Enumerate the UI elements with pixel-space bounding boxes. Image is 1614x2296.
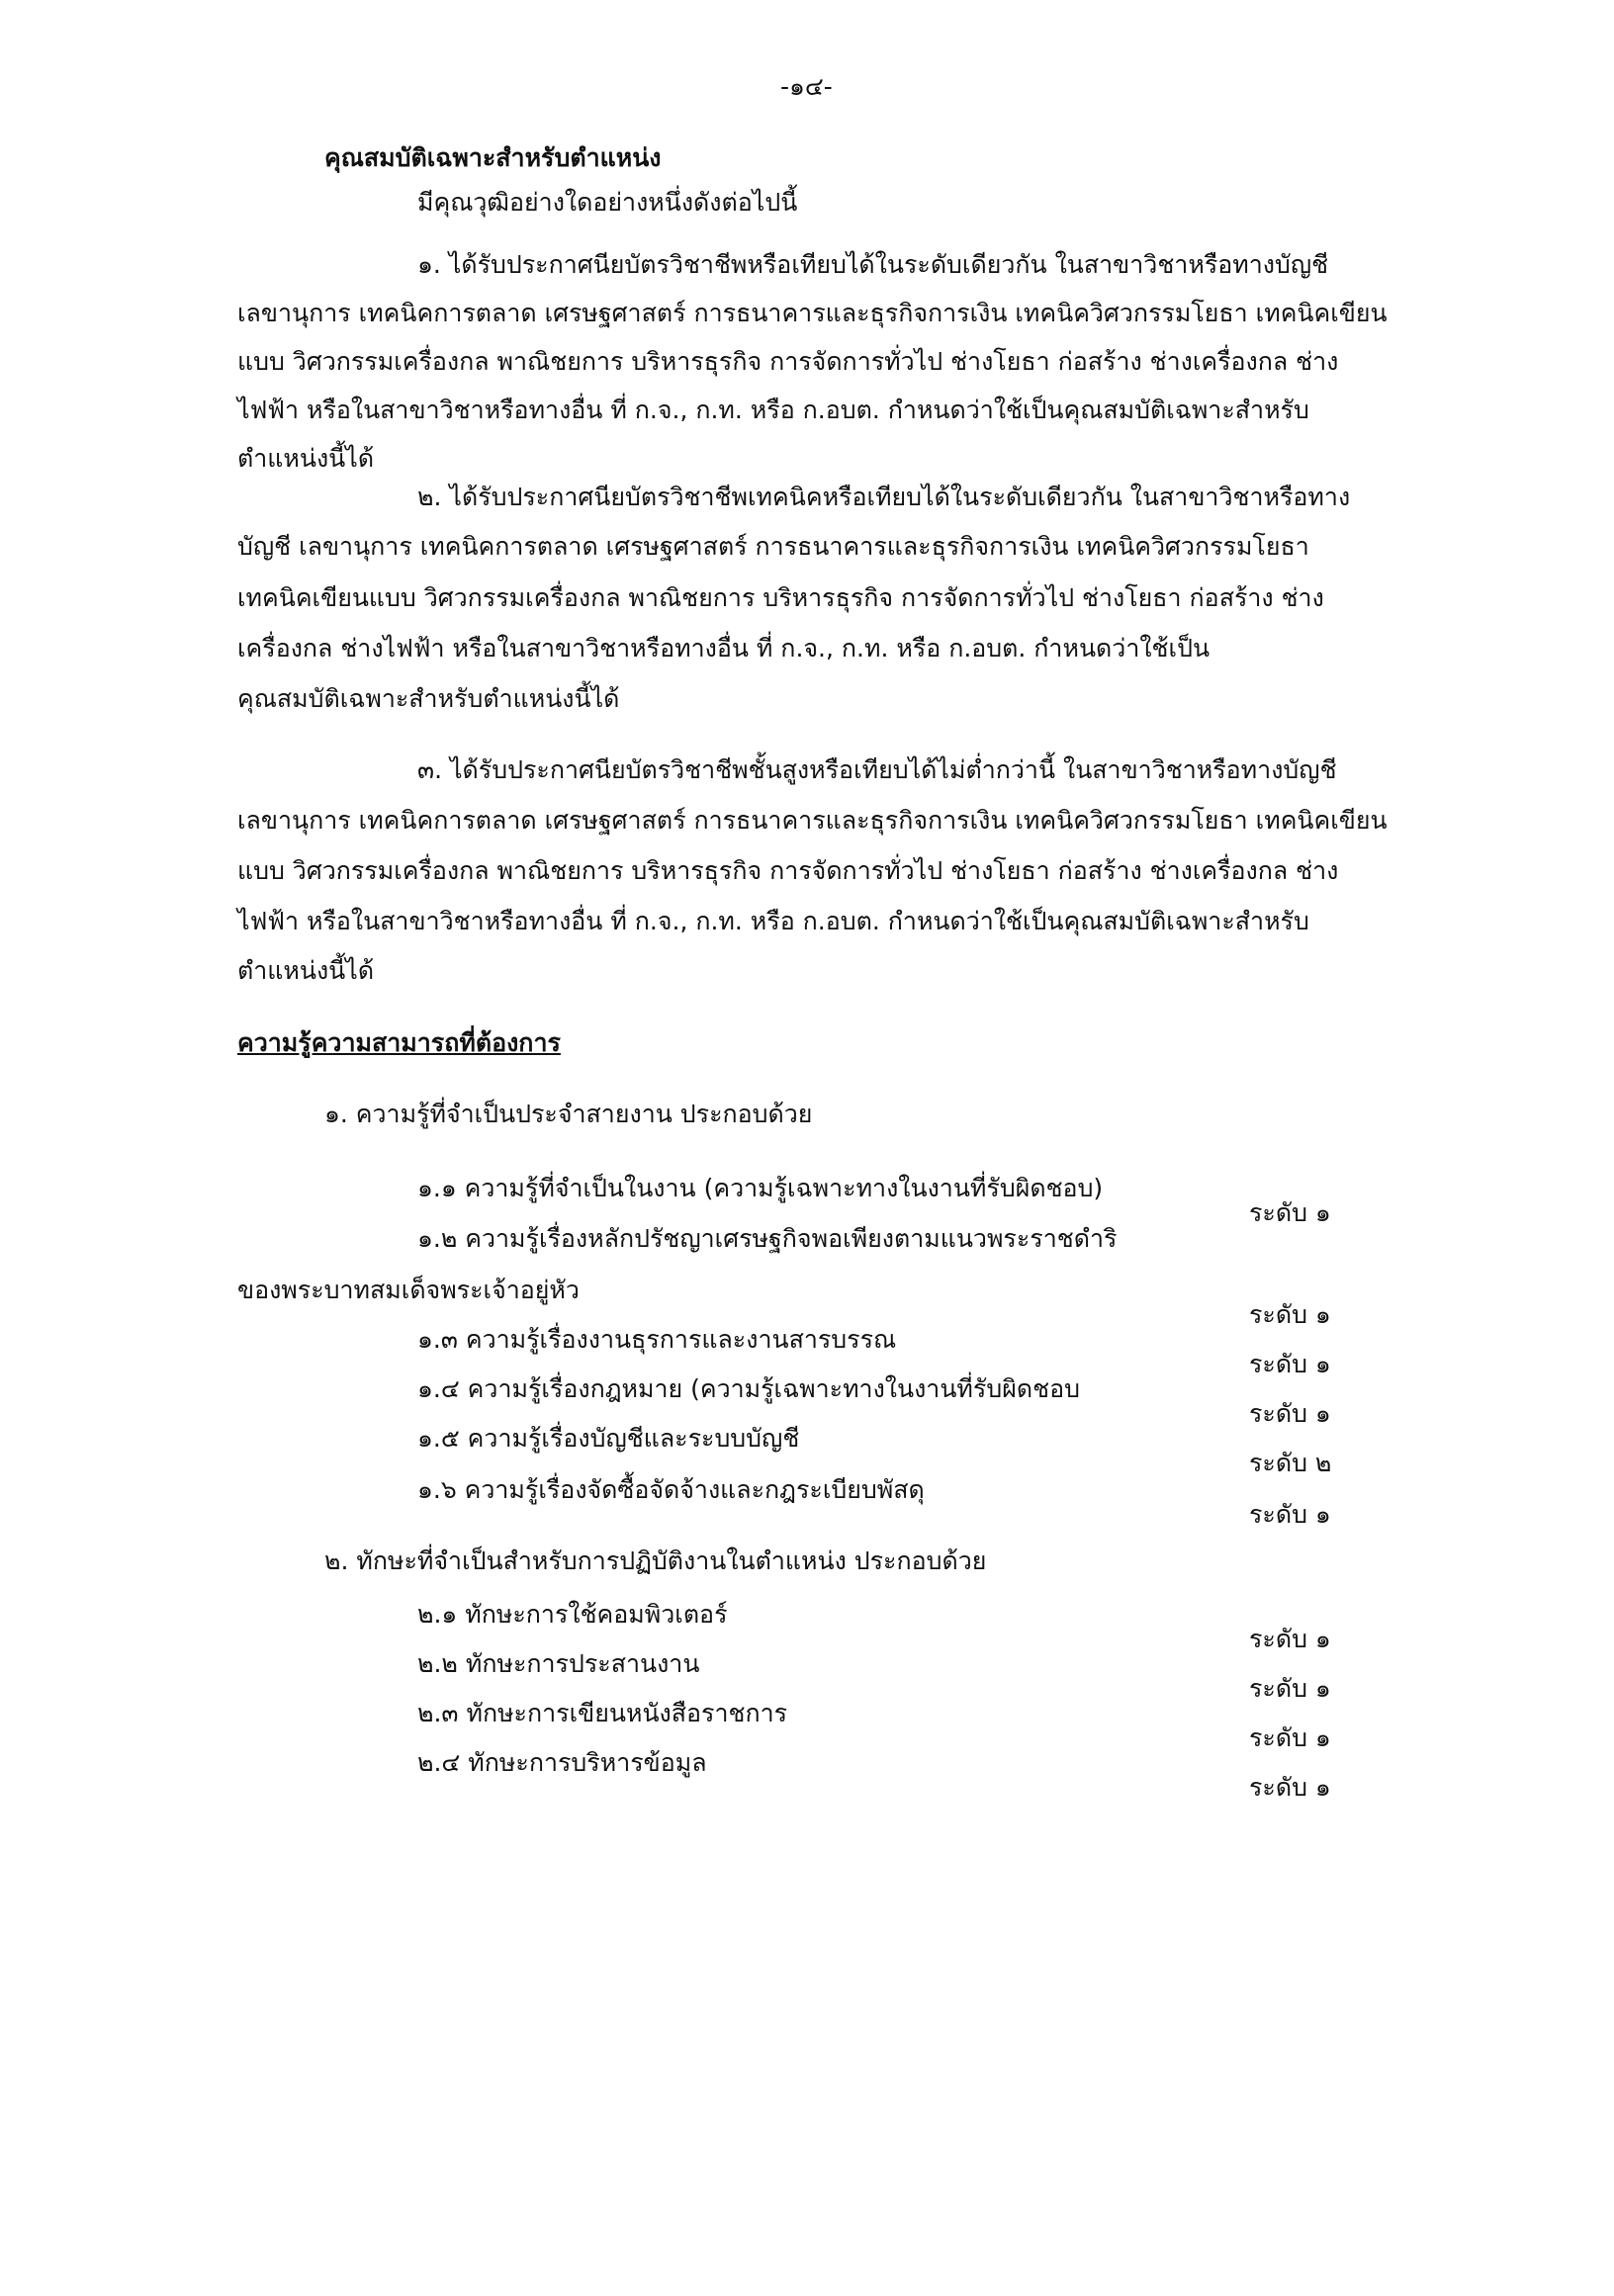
page-number: -๑๔- bbox=[780, 72, 833, 101]
skill-item-level: ระดับ ๑ bbox=[1249, 1773, 1331, 1802]
qualification-item-3-line: แบบ วิศวกรรมเครื่องกล พาณิชยการ บริหารธุรกิจ การจัดการทั่วไป ช่างโยธา ก่อสร้าง ช่างเครื่องกล ช่าง bbox=[237, 856, 1339, 885]
knowledge-item-level: ระดับ ๑ bbox=[1249, 1399, 1331, 1428]
qualification-item-3-line: เลขานุการ เทคนิคการตลาด เศรษฐศาสตร์ การธนาคารและธุรกิจการเงิน เทคนิควิศวกรรมโยธา เทคนิคเขียน bbox=[237, 806, 1388, 835]
qualification-item-1-line: แบบ วิศวกรรมเครื่องกล พาณิชยการ บริหารธุรกิจ การจัดการทั่วไป ช่างโยธา ก่อสร้าง ช่างเครื่องกล ช่าง bbox=[237, 347, 1339, 376]
qualification-item-2-line: บัญชี เลขานุการ เทคนิคการตลาด เศรษฐศาสตร์ การธนาคารและธุรกิจการเงิน เทคนิควิศวกรรมโยธา bbox=[237, 532, 1309, 561]
skill-item-level: ระดับ ๑ bbox=[1249, 1674, 1331, 1703]
knowledge-item-label: ๑.๒ ความรู้เรื่องหลักปรัชญาเศรษฐกิจพอเพียงตามแนวพระราชดำริ bbox=[417, 1224, 1118, 1253]
knowledge-item-label-continuation: ของพระบาทสมเด็จพระเจ้าอยู่หัว bbox=[237, 1276, 580, 1304]
knowledge-item-label: ๑.๖ ความรู้เรื่องจัดซื้อจัดจ้างและกฎระเบียบพัสดุ bbox=[417, 1475, 925, 1504]
skill-item-label: ๒.๓ ทักษะการเขียนหนังสือราชการ bbox=[417, 1699, 788, 1727]
qualification-item-1-line: เลขานุการ เทคนิคการตลาด เศรษฐศาสตร์ การธนาคารและธุรกิจการเงิน เทคนิควิศวกรรมโยธา เทคนิคเขียน bbox=[237, 299, 1388, 327]
skill-item-level: ระดับ ๑ bbox=[1249, 1723, 1331, 1752]
qualification-heading: คุณสมบัติเฉพาะสำหรับตำแหน่ง bbox=[324, 143, 662, 172]
qualification-intro: มีคุณวุฒิอย่างใดอย่างหนึ่งดังต่อไปนี้ bbox=[417, 188, 798, 217]
qualification-item-2-line: เครื่องกล ช่างไฟฟ้า หรือในสาขาวิชาหรือทางอื่น ที่ ก.จ., ก.ท. หรือ ก.อบต. กำหนดว่าใช้เป็น bbox=[237, 634, 1210, 662]
knowledge-item-label: ๑.๑ ความรู้ที่จำเป็นในงาน (ความรู้เฉพาะทางในงานที่รับผิดชอบ) bbox=[417, 1174, 1104, 1202]
qualification-item-1-line: ๑. ได้รับประกาศนียบัตรวิชาชีพหรือเทียบได้ในระดับเดียวกัน ในสาขาวิชาหรือทางบัญชี bbox=[417, 250, 1329, 279]
knowledge-item-level: ระดับ ๑ bbox=[1249, 1350, 1331, 1378]
knowledge-item-level: ระดับ ๑ bbox=[1249, 1198, 1331, 1227]
skill-item-label: ๒.๒ ทักษะการประสานงาน bbox=[417, 1649, 700, 1678]
knowledge-item-label: ๑.๔ ความรู้เรื่องกฎหมาย (ความรู้เฉพาะทางในงานที่รับผิดชอบ bbox=[417, 1374, 1080, 1403]
qualification-item-1-line: ไฟฟ้า หรือในสาขาวิชาหรือทางอื่น ที่ ก.จ., ก.ท. หรือ ก.อบต. กำหนดว่าใช้เป็นคุณสมบัติเฉพาะสำหรับ bbox=[237, 396, 1309, 424]
qualification-item-2-line: เทคนิคเขียนแบบ วิศวกรรมเครื่องกล พาณิชยการ บริหารธุรกิจ การจัดการทั่วไป ช่างโยธา ก่อสร้าง ช่าง bbox=[237, 583, 1324, 612]
qualification-item-3-line: ตำแหน่งนี้ได้ bbox=[237, 956, 375, 985]
qualification-item-2-line: คุณสมบัติเฉพาะสำหรับตำแหน่งนี้ได้ bbox=[237, 684, 620, 713]
knowledge-item-level: ระดับ ๑ bbox=[1249, 1500, 1331, 1529]
knowledge-item-label: ๑.๓ ความรู้เรื่องงานธุรการและงานสารบรรณ bbox=[417, 1325, 897, 1354]
skill-item-label: ๒.๔ ทักษะการบริหารข้อมูล bbox=[417, 1748, 707, 1777]
competency-heading: ความรู้ความสามารถที่ต้องการ bbox=[237, 1028, 561, 1057]
knowledge-title: ๑. ความรู้ที่จำเป็นประจำสายงาน ประกอบด้วย bbox=[324, 1100, 813, 1128]
qualification-item-2-line: ๒. ได้รับประกาศนียบัตรวิชาชีพเทคนิคหรือเทียบได้ในระดับเดียวกัน ในสาขาวิชาหรือทาง bbox=[417, 483, 1351, 511]
skill-item-level: ระดับ ๑ bbox=[1249, 1625, 1331, 1653]
skills-title: ๒. ทักษะที่จำเป็นสำหรับการปฏิบัติงานในตำแหน่ง ประกอบด้วย bbox=[324, 1546, 987, 1575]
skill-item-label: ๒.๑ ทักษะการใช้คอมพิวเตอร์ bbox=[417, 1600, 728, 1629]
knowledge-item-level: ระดับ ๑ bbox=[1249, 1300, 1331, 1329]
knowledge-item-label: ๑.๕ ความรู้เรื่องบัญชีและระบบบัญชี bbox=[417, 1424, 800, 1453]
qualification-item-3-line: ๓. ได้รับประกาศนียบัตรวิชาชีพชั้นสูงหรือเทียบได้ไม่ต่ำกว่านี้ ในสาขาวิชาหรือทางบัญชี bbox=[417, 755, 1337, 784]
qualification-item-1-line: ตำแหน่งนี้ได้ bbox=[237, 444, 375, 473]
knowledge-item-level: ระดับ ๒ bbox=[1249, 1449, 1332, 1477]
qualification-item-3-line: ไฟฟ้า หรือในสาขาวิชาหรือทางอื่น ที่ ก.จ., ก.ท. หรือ ก.อบต. กำหนดว่าใช้เป็นคุณสมบัติเฉพาะสำหรับ bbox=[237, 907, 1309, 935]
